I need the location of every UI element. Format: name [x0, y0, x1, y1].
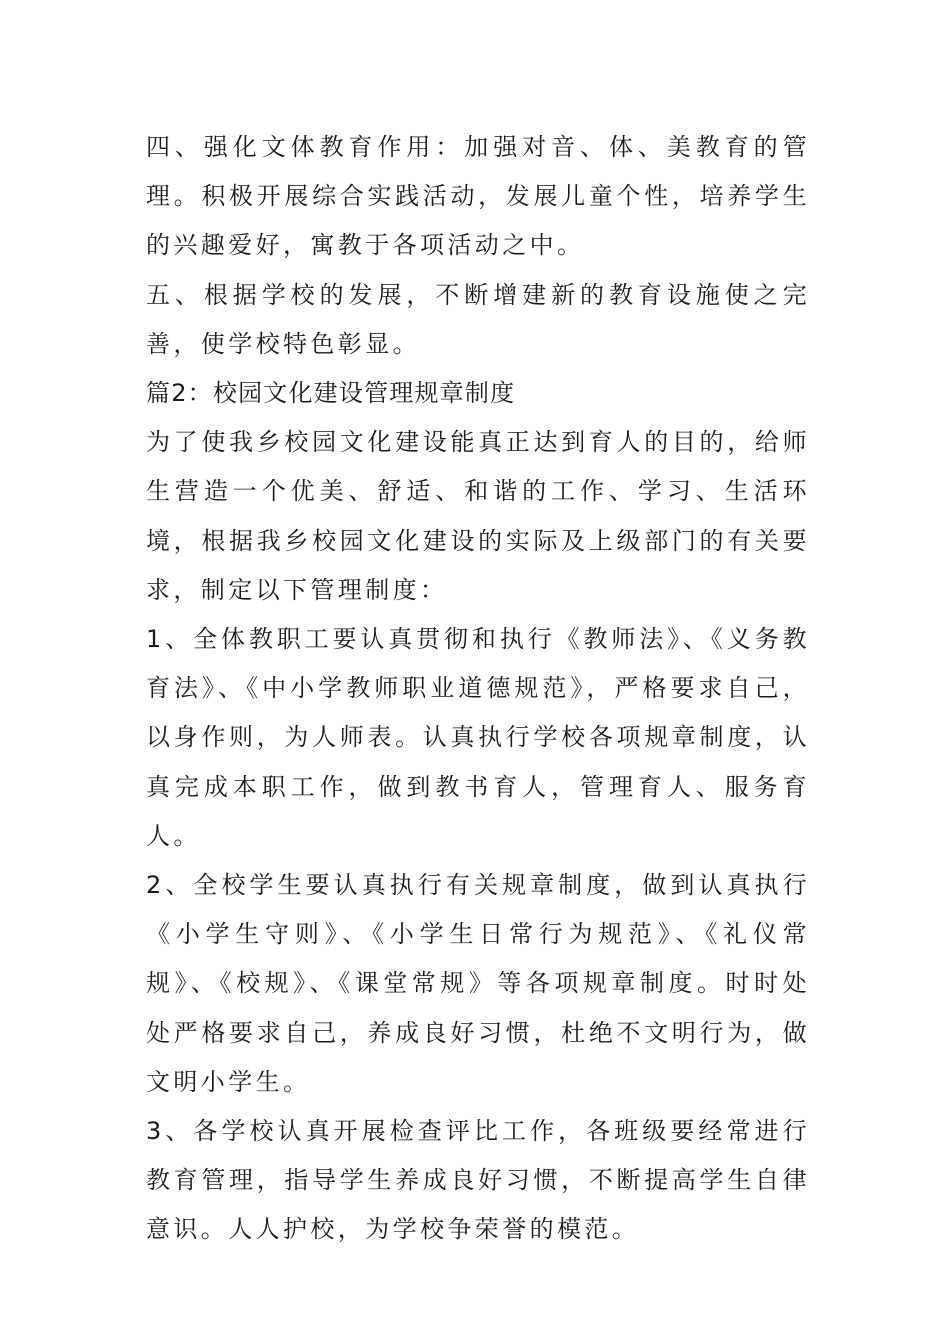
paragraph-rule-1: 1、全体教职工要认真贯彻和执行《教师法》、《义务教育法》、《中小学教师职业道德规范》，严格要求自己，以身作则，为人师表。认真执行学校各项规章制度，认真完成本职工作，做到教书育人，管理育人、服务育人。 [146, 625, 810, 850]
document-body [146, 123, 810, 1255]
paragraph-rule-3: 3、各学校认真开展检查评比工作，各班级要经常进行教育管理，指导学生养成良好习惯，不断提高学生自律意识。人人护校，为学校争荣誉的模范。 [146, 1117, 810, 1244]
paragraph-section-five: 五、根据学校的发展，不断增建新的教育设施使之完善，使学校特色彰显。 [146, 280, 810, 358]
section-heading: 篇2：校园文化建设管理规章制度 [146, 379, 516, 408]
paragraph-intro: 为了使我乡校园文化建设能真正达到育人的目的，给师生营造一个优美、舒适、和谐的工作、学习、生活环境，根据我乡校园文化建设的实际及上级部门的有关要求，制定以下管理制度： [146, 428, 810, 604]
paragraph-rule-2: 2、全校学生要认真执行有关规章制度，做到认真执行《小学生守则》、《小学生日常行为规范》、《礼仪常规》、《校规》、《课堂常规》等各项规章制度。时时处处严格要求自己，养成良好习惯，杜绝不文明行为，做文明小学生。 [146, 871, 810, 1096]
paragraph-section-four: 四、强化文体教育作用：加强对音、体、美教育的管理。积极开展综合实践活动，发展儿童个性，培养学生的兴趣爱好，寓教于各项活动之中。 [146, 133, 810, 260]
